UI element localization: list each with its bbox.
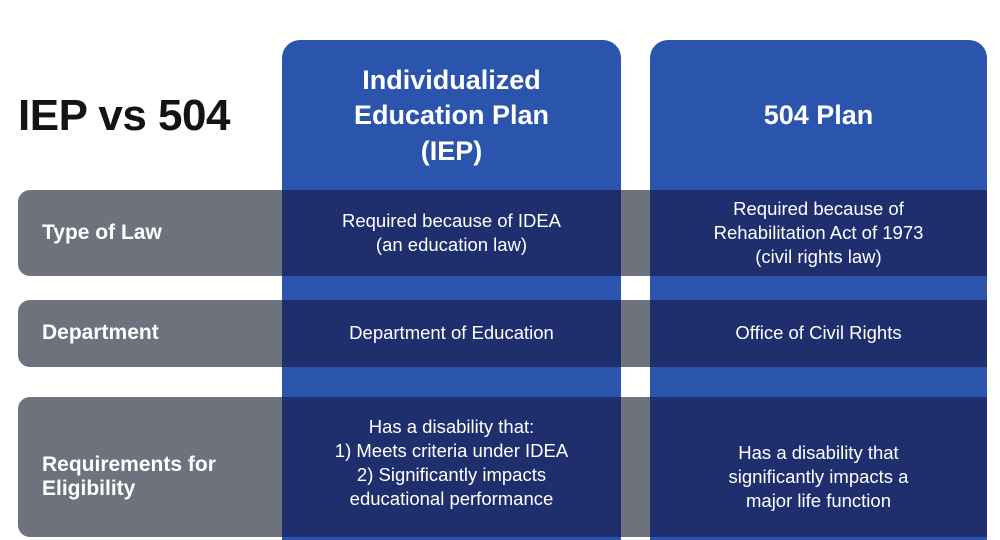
row-label-text: Requirements for Eligibility bbox=[42, 452, 216, 500]
cell-text: Required because of IDEA (an education law) bbox=[341, 209, 562, 255]
plan-504-column-heading: 504 Plan bbox=[763, 100, 874, 131]
row-band-divider bbox=[620, 397, 650, 537]
iep-column-heading: Individualized Education Plan (IEP) bbox=[353, 65, 550, 166]
cell-text: Required because of Rehabilitation Act of 1973 (civil rights law) bbox=[713, 197, 924, 268]
iep-column-header bbox=[282, 60, 621, 172]
plan-504-column-header bbox=[650, 60, 987, 172]
cell-text: Department of Education bbox=[349, 322, 554, 344]
plan-504-type-of-law-cell bbox=[650, 190, 987, 276]
iep-eligibility-cell bbox=[282, 397, 621, 537]
row-label-text: Department bbox=[42, 321, 159, 345]
iep-department-cell bbox=[282, 300, 621, 367]
row-band-divider bbox=[620, 300, 650, 367]
plan-504-department-cell bbox=[650, 300, 987, 367]
cell-text: Has a disability that significantly impacts a major life function bbox=[728, 442, 909, 512]
cell-text: Has a disability that: 1) Meets criteria under IDEA 2) Significantly impacts educational performance bbox=[334, 416, 569, 510]
plan-504-eligibility-cell bbox=[650, 397, 987, 537]
iep-type-of-law-cell bbox=[282, 190, 621, 276]
row-band-divider bbox=[620, 190, 650, 276]
cell-text: Office of Civil Rights bbox=[735, 322, 902, 344]
row-label-text: Type of Law bbox=[42, 220, 162, 244]
page-title: IEP vs 504 bbox=[18, 91, 230, 140]
